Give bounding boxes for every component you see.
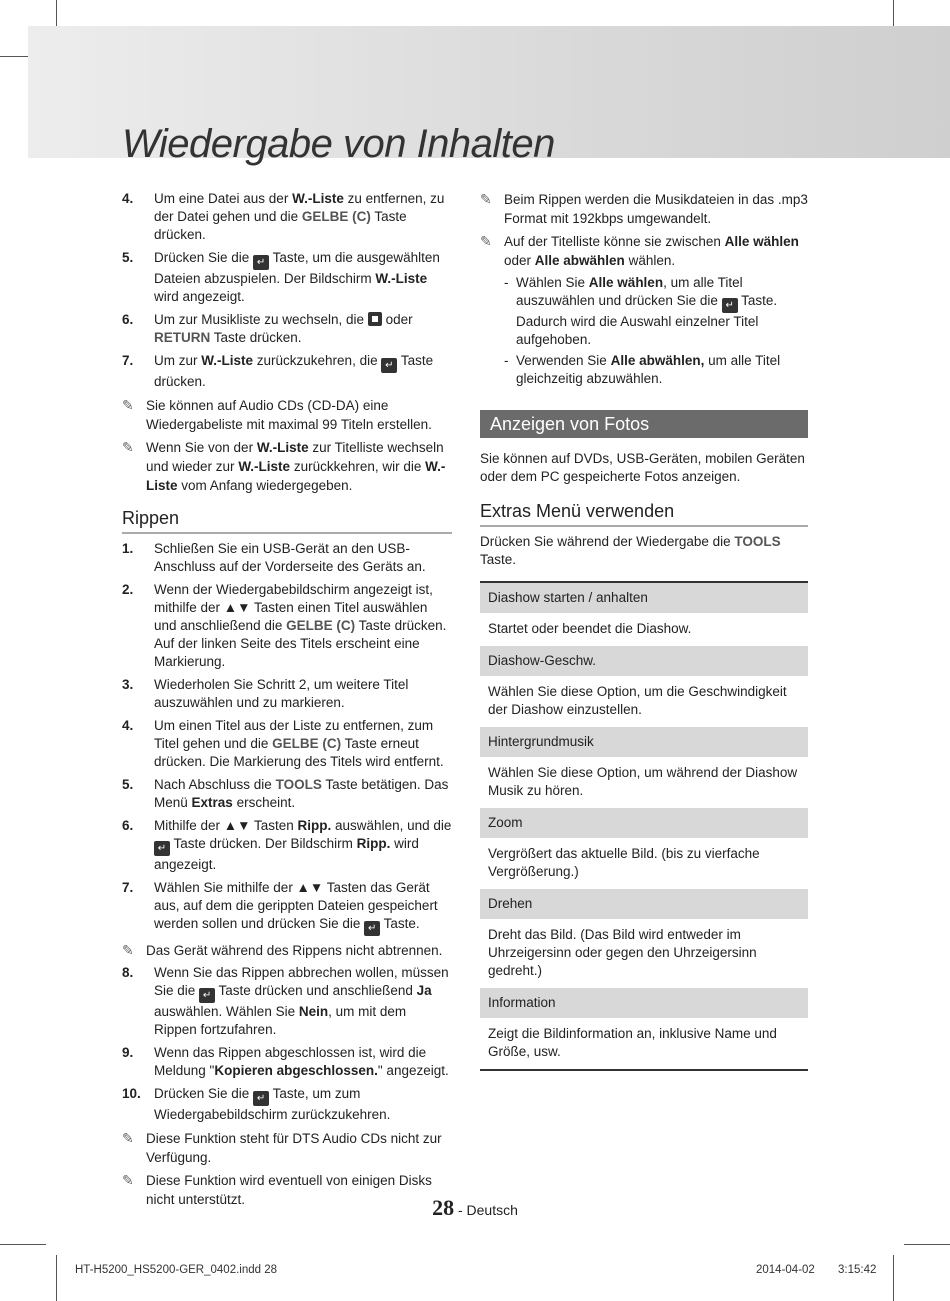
table-row-header: Drehen xyxy=(480,889,808,919)
note: ✎ Auf der Titelliste könne sie zwischen Alle wählen oder Alle abwählen wählen. xyxy=(480,233,799,268)
list-item: 6. Mithilfe der ▲▼ Tasten Ripp. auswählen, und die ↵ Taste drücken. Der Bildschirm Ripp. wird angezeigt. xyxy=(122,818,452,872)
stop-button-icon xyxy=(368,312,382,326)
section-heading-extras: Extras Menü verwenden xyxy=(480,502,808,527)
list-item: 1. Schließen Sie ein USB-Gerät an den USB-Anschluss auf der Vorderseite des Geräts an. xyxy=(122,541,426,574)
extras-table xyxy=(480,581,808,1071)
note: ✎ Sie können auf Audio CDs (CD-DA) eine Wiedergabeliste mit maximal 99 Titeln erstellen. xyxy=(122,397,432,432)
enter-button-icon: ↵ xyxy=(199,988,215,1003)
enter-button-icon: ↵ xyxy=(381,358,397,373)
table-row-header: Diashow starten / anhalten xyxy=(480,583,808,613)
note: ✎ Beim Rippen werden die Musikdateien in das .mp3 Format mit 192kbps umgewandelt. xyxy=(480,191,808,226)
table-row-header: Information xyxy=(480,988,808,1018)
crop-mark xyxy=(0,1244,46,1245)
list-item: 10. Drücken Sie die ↵ Taste, um zum Wiedergabebildschirm zurückzukehren. xyxy=(122,1086,391,1122)
table-row: Wählen Sie diese Option, um während der Diashow Musik zu hören. xyxy=(488,765,798,798)
sub-item: - Verwenden Sie Alle abwählen, um alle Titel gleichzeitig abzuwählen. xyxy=(504,353,781,386)
table-row: Wählen Sie diese Option, um die Geschwindigkeit der Diashow einzustellen. xyxy=(488,684,787,717)
list-item: 5. Drücken Sie die ↵ Taste, um die ausgewählten Dateien abzuspielen. Der Bildschirm W.-Liste wird angezeigt. xyxy=(122,250,440,304)
section-bar-heading: Anzeigen von Fotos xyxy=(480,410,808,438)
table-row: Dreht das Bild. (Das Bild wird entweder im Uhrzeigersinn oder gegen den Uhrzeigersinn gedreht.) xyxy=(488,927,757,978)
pencil-note-icon: ✎ xyxy=(122,942,134,958)
enter-button-icon: ↵ xyxy=(154,841,170,856)
list-item: 4. Um eine Datei aus der W.-Liste zu entfernen, zu der Datei gehen und die GELBE (C) Taste drücken. xyxy=(122,191,445,242)
crop-mark xyxy=(904,1244,950,1245)
enter-button-icon: ↵ xyxy=(253,255,269,270)
sub-item: - Wählen Sie Alle wählen, um alle Titel auszuwählen und drücken Sie die ↵ Taste. Dadurch wird die Auswahl einzelner Titel aufgehoben. xyxy=(504,275,778,347)
table-row: Zeigt die Bildinformation an, inklusive Name und Größe, usw. xyxy=(488,1026,777,1059)
slug-time: 3:15:42 xyxy=(838,1264,877,1276)
list-item: 2. Wenn der Wiedergabebildschirm angezeigt ist, mithilfe der ▲▼ Tasten einen Titel auswählen und anschließend die GELBE (C) Taste drücken. Auf der linken Seite des Titels erscheint eine Markierung. xyxy=(122,582,447,669)
extras-intro: Drücken Sie während der Wiedergabe die TOOLS Taste. xyxy=(480,534,781,567)
table-row: Vergrößert das aktuelle Bild. (bis zu vierfache Vergrößerung.) xyxy=(488,846,760,879)
list-item: 7. Um zur W.-Liste zurückzukehren, die ↵ Taste drücken. xyxy=(122,353,434,389)
enter-button-icon: ↵ xyxy=(722,298,738,313)
pencil-note-icon: ✎ xyxy=(122,397,134,413)
note: ✎ Wenn Sie von der W.-Liste zur Titelliste wechseln und wieder zur W.-Liste zurückkehren, wir die W.-Liste vom Anfang wiedergegeben. xyxy=(122,439,446,493)
slug-filename: HT-H5200_HS5200-GER_0402.indd 28 xyxy=(75,1264,278,1276)
list-item: 5. Nach Abschluss die TOOLS Taste betätigen. Das Menü Extras erscheint. xyxy=(122,777,449,810)
list-item: 8. Wenn Sie das Rippen abbrechen wollen, müssen Sie die ↵ Taste drücken und anschließend Ja auswählen. Wählen Sie Nein, um mit dem Rippen fortzufahren. xyxy=(122,965,449,1037)
table-row: Startet oder beendet die Diashow. xyxy=(488,621,692,636)
list-item: 3. Wiederholen Sie Schritt 2, um weitere Titel auszuwählen und zu markieren. xyxy=(122,677,409,710)
right-column xyxy=(480,190,808,1071)
pencil-note-icon: ✎ xyxy=(480,191,492,207)
table-row-header: Zoom xyxy=(480,808,808,838)
enter-button-icon: ↵ xyxy=(253,1091,269,1106)
page-number: 28 - Deutsch xyxy=(432,1195,518,1220)
list-item: 7. Wählen Sie mithilfe der ▲▼ Tasten das Gerät aus, auf dem die gerippten Dateien gespeichert werden sollen und drücken Sie die ↵ Taste. xyxy=(122,880,438,934)
pencil-note-icon: ✎ xyxy=(122,1130,134,1146)
page-title: Wiedergabe von Inhalten xyxy=(122,122,555,166)
left-column xyxy=(122,190,452,1213)
table-row-header: Hintergrundmusik xyxy=(480,727,808,757)
note: ✎ Das Gerät während des Rippens nicht abtrennen. xyxy=(122,942,443,958)
pencil-note-icon: ✎ xyxy=(122,1172,134,1188)
section-heading-rippen: Rippen xyxy=(122,509,452,534)
crop-mark xyxy=(56,1255,57,1301)
pencil-note-icon: ✎ xyxy=(480,233,492,249)
enter-button-icon: ↵ xyxy=(364,921,380,936)
pencil-note-icon: ✎ xyxy=(122,439,134,455)
list-item: 4. Um einen Titel aus der Liste zu entfernen, zum Titel gehen und die GELBE (C) Taste erneut drücken. Die Markierung des Titels wird entfernt. xyxy=(122,718,444,769)
intro-text: Sie können auf DVDs, USB-Geräten, mobilen Geräten oder dem PC gespeicherte Fotos anzeigen. xyxy=(480,451,805,484)
slug-date: 2014-04-02 xyxy=(756,1264,815,1276)
list-item: 9. Wenn das Rippen abgeschlossen ist, wird die Meldung "Kopieren abgeschlossen." angezeigt. xyxy=(122,1045,449,1078)
note: ✎ Diese Funktion wird eventuell von einigen Disks nicht unterstützt. xyxy=(122,1172,432,1207)
table-row-header: Diashow-Geschw. xyxy=(480,646,808,676)
list-item: 6. Um zur Musikliste zu wechseln, die oder RETURN Taste drücken. xyxy=(122,312,413,345)
crop-mark xyxy=(893,1255,894,1301)
note: ✎ Diese Funktion steht für DTS Audio CDs nicht zur Verfügung. xyxy=(122,1130,442,1165)
